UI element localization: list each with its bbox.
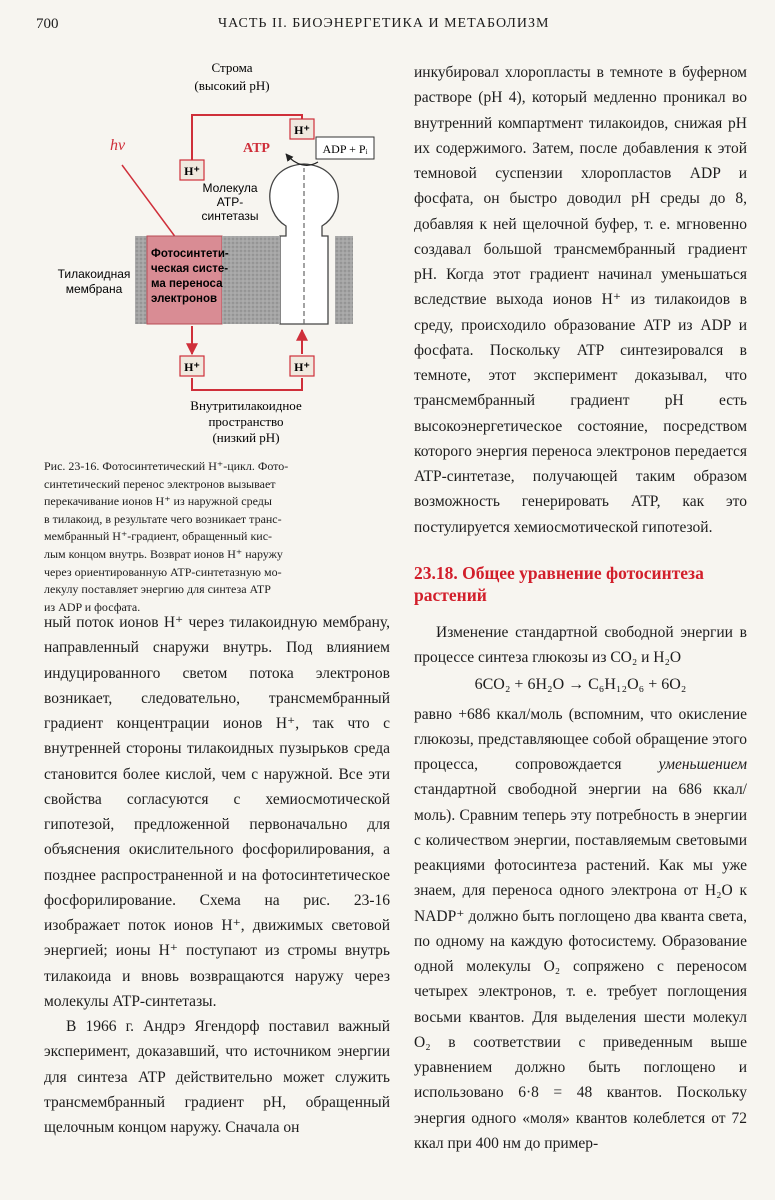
lumen-label-3: (низкий pH) bbox=[212, 430, 280, 445]
photosystem-line-3: ма переноса bbox=[151, 278, 223, 290]
h-plus-lumen-right: H⁺ bbox=[294, 360, 310, 374]
stroma-label: Строма bbox=[211, 60, 253, 75]
section-heading: 23.18. Общее уравнение фотосинтеза растений bbox=[414, 562, 704, 605]
page-number: 700 bbox=[36, 16, 59, 32]
caption-line: мембранный H⁺-градиент, обращенный кис- bbox=[44, 529, 273, 544]
hv-label: hν bbox=[110, 137, 126, 154]
lumen-label-1: Внутритилакоидное bbox=[190, 398, 302, 413]
paragraph: В 1966 г. Андрэ Ягендорф поставил важный эксперимент, доказавший, что источником энергии для синтеза ATP действительно может служить трансмембранный градиент pH, обращенный щелочным концом наружу. Сначала он bbox=[44, 1018, 390, 1136]
text-span: стандартной свободной энергии на 686 ккал/моль). Сравним теперь эту потребность в энергии с количеством энергии, поставляемым световыми реакциями фотосинтеза растений. Как мы уже знаем, для переноса одного электрона от H₂O к NADP⁺ должно быть поглощено два кванта света, по одному на каждую фотосистему. Образование одной молекулы O₂ сопряжено с переносом четырех электронов, т. е. требует поглощения восьми квантов. Для выделения шести молекул O₂ в соответствии с приведенным выше уравнением должно быть поглощено и использовано 6·8 = 48 квантов. Поскольку энергия одного «моля» квантов колеблется от 72 ккал при 400 нм до пример- bbox=[414, 781, 747, 1152]
right-column bbox=[414, 60, 747, 1156]
h-plus-stroma-left: H⁺ bbox=[184, 164, 200, 178]
text-span: равно +686 ккал/моль (вспомним, что окисление глюкозы, представляющее собой обращение этого процесса, сопровождается bbox=[414, 705, 747, 773]
equation: 6CO₂ + 6H₂O → C₆H₁₂O₆ + 6O₂ bbox=[474, 676, 687, 694]
running-title: ЧАСТЬ II. БИОЭНЕРГЕТИКА И МЕТАБОЛИЗМ bbox=[218, 16, 550, 31]
caption-line: в тилакоид, в результате чего возникает транс- bbox=[44, 511, 282, 526]
proton-path-bottom bbox=[192, 378, 302, 390]
hv-arrow bbox=[122, 165, 182, 246]
figure-23-16 bbox=[40, 50, 380, 458]
photosystem-line-1: Фотосинтети- bbox=[151, 248, 229, 260]
caption-line: из ADP и фосфата. bbox=[44, 599, 141, 614]
atp-label: ATP bbox=[243, 141, 270, 156]
photosystem-line-2: ческая систе- bbox=[151, 263, 229, 275]
membrane-mid-gray bbox=[222, 236, 272, 324]
synthase-label-2: ATP- bbox=[216, 195, 244, 209]
caption-line: через ориентированную ATP-синтетазную мо- bbox=[44, 564, 282, 579]
lumen-label-2: пространство bbox=[208, 414, 284, 429]
figure-caption bbox=[44, 458, 374, 616]
synthase-label-1: Молекула bbox=[202, 181, 258, 195]
membrane-label-2: мембрана bbox=[65, 282, 123, 296]
h-plus-stroma-right: H⁺ bbox=[294, 123, 310, 137]
paragraph: Изменение стандартной свободной энергии в процессе синтеза глюкозы из CO₂ и H₂O bbox=[414, 623, 747, 666]
caption-line: перекачивание ионов H⁺ из наружной среды bbox=[44, 494, 272, 509]
paragraph: инкубировал хлоропласты в темноте в буферном растворе (pH 4), который медленно проникал во внутренний компартмент тилакоидов, снижая pH их содержимого. Затем, после добавления к этой темновой суспензии хлоропластов ADP и фосфата, он быстро доводил pH среды до 8, добавляя к ней щелочной буфер, т. е. мгновенно создавал большой трансмембранный градиент pH. Когда этот градиент начинал уменьшаться вследствие выхода ионов H⁺ из тилакоидов в среду, происходило образование ATP из ADP и фосфата. Поскольку ATP синтезировался в темноте, этот эксперимент доказывал, что трансмембранный градиент pH есть высокоэнергетическое состояние, посредством которого энергия переноса электронов передается ATP-синтетазе, получающей таким образом возможность генерировать ATP, как это постулируется хемиосмотической гипотезой. bbox=[414, 64, 747, 536]
caption-line: синтетический перенос электронов вызывает bbox=[44, 476, 276, 491]
synthase-label-3: синтетазы bbox=[201, 209, 259, 223]
emphasis: уменьшением bbox=[658, 756, 747, 773]
left-column bbox=[44, 610, 390, 1140]
figure-diagram bbox=[40, 50, 380, 458]
adp-pi-label: ADP + Pᵢ bbox=[322, 142, 368, 156]
membrane-left-gray bbox=[135, 236, 147, 324]
photosystem-line-4: электронов bbox=[151, 293, 218, 305]
membrane-right-gray bbox=[335, 236, 353, 324]
page-header bbox=[36, 16, 751, 40]
h-plus-lumen-left: H⁺ bbox=[184, 360, 200, 374]
paragraph: ный поток ионов H⁺ через тилакоидную мембрану, направленный снаружи внутрь. Под влиянием индуцированного светом потока электронов возникает, следовательно, трансмембранный градиент концентрации ионов H⁺, так что с внутренней стороны тилакоидных пузырьков среда становится более кислой, чем с наружной. Все эти свойства согласуются с хемиосмотической гипотезой, предложенной первоначально для объяснения окислительного фосфорилирования, а позднее распространенной и на фотосинтетическое фосфорилирование. Схема на рис. 23-16 изображает поток ионов H⁺, движимых световой энергией; ионы H⁺ поступают из стромы внутрь тилакоида и вновь возвращаются наружу через молекулы ATP-синтетазы. bbox=[44, 614, 390, 1010]
caption-line: лым концом внутрь. Возврат ионов H⁺ наружу bbox=[44, 546, 283, 561]
paragraph bbox=[414, 702, 747, 1157]
caption-line: Рис. 23-16. Фотосинтетический H⁺-цикл. Фото- bbox=[44, 459, 289, 473]
membrane-label-1: Тилакоидная bbox=[57, 267, 131, 281]
caption-line: лекулу поставляет энергию для синтеза ATP bbox=[44, 582, 271, 597]
stroma-ph-label: (высокий pH) bbox=[194, 78, 270, 93]
